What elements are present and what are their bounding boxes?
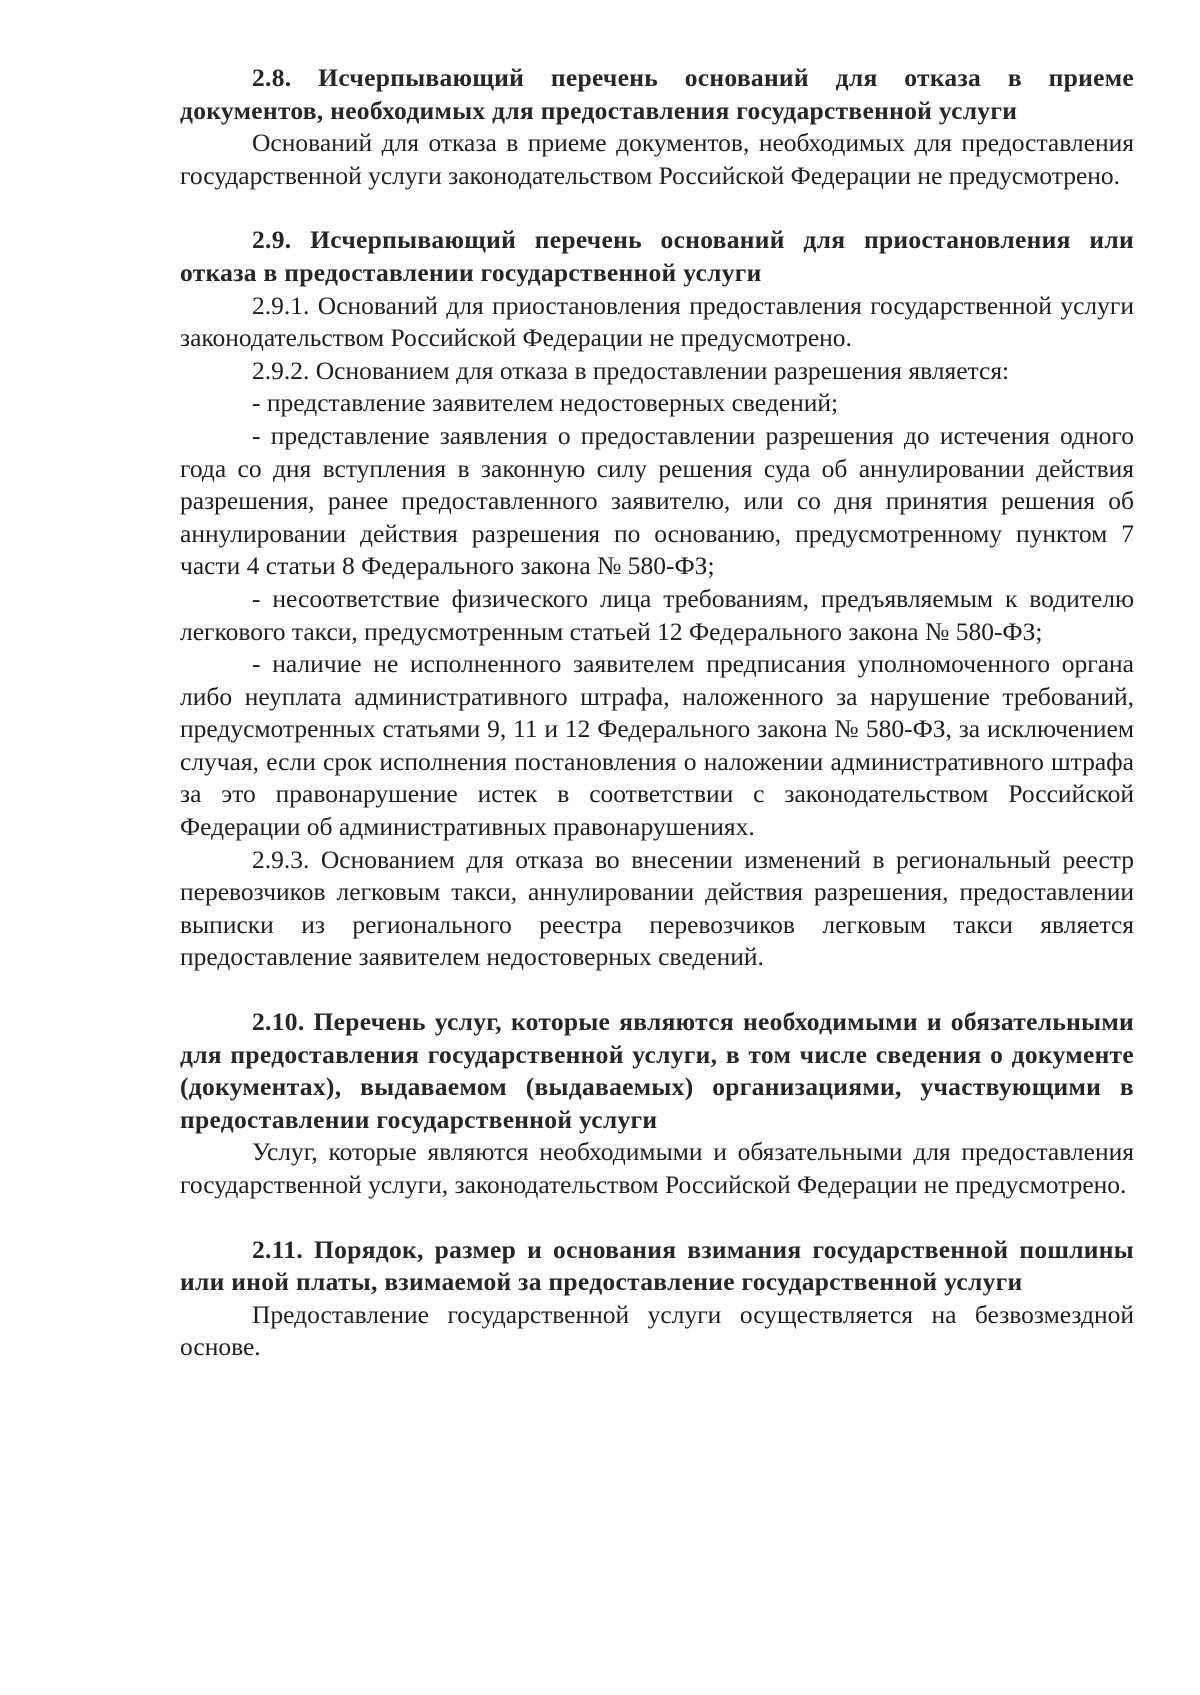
paragraph: Предоставление государственной услуги осуществляется на безвозмездной основе. [180,1299,1134,1362]
section-heading: 2.8. Исчерпывающий перечень оснований для отказа в приеме документов, необходимых для предоставления государственной услуги [180,63,1134,125]
section-gap [180,1202,1134,1234]
section-gap [180,192,1134,224]
section-heading: 2.9. Исчерпывающий перечень оснований для приостановления или отказа в предоставлении государственной услуги [180,225,1134,287]
document-body [180,62,1134,1364]
paragraph: 2.9.1. Оснований для приостановления предоставления государственной услуги законодательством Российской Федерации не предусмотрено. [180,290,1134,353]
section-2-11 [180,1234,1134,1364]
section-2-9 [180,224,1134,974]
paragraph: 2.9.2. Основанием для отказа в предоставлении разрешения является: [252,355,1010,385]
paragraph: 2.9.3. Основанием для отказа во внесении изменений в региональный реестр перевозчиков легковым такси, аннулировании действия разрешения, предоставлении выписки из регионального реестра перевозчиков легковым такси является предоставление заявителем недостоверных сведений. [180,844,1134,972]
list-item: - представление заявления о предоставлении разрешения до истечения одного года со дня вступления в законную силу решения суда об аннулировании действия разрешения, ранее предоставленного заявителю, или со дня принятия решения об аннулировании действия разрешения по основанию, предусмотренному пунктом 7 части 4 статьи 8 Федерального закона № 580-ФЗ; [180,420,1134,581]
list-item: - несоответствие физического лица требованиям, предъявляемым к водителю легкового такси, предусмотренным статьей 12 Федерального закона № 580-ФЗ; [180,583,1134,646]
section-heading: 2.11. Порядок, размер и основания взимания государственной пошлины или иной платы, взимаемой за предоставление государственной услуги [180,1234,1134,1297]
paragraph: Услуг, которые являются необходимыми и обязательными для предоставления государственной услуги, законодательством Российской Федерации не предусмотрено. [180,1137,1134,1199]
paragraph: Оснований для отказа в приеме документов, необходимых для предоставления государственной услуги законодательством Российской Федерации не предусмотрено. [180,128,1134,190]
list-item: - наличие не исполненного заявителем предписания уполномоченного органа либо неуплата административного штрафа, наложенного за нарушение требований, предусмотренных статьями 9, 11 и 12 Федерального закона № 580-ФЗ, за исключением случая, если срок исполнения постановления о наложении административного штрафа за это правонарушение истек в соответствии с законодательством Российской Федерации об административных правонарушениях. [180,649,1134,842]
section-heading: 2.10. Перечень услуг, которые являются необходимыми и обязательными для предоставления государственной услуги, в том числе сведения о документе (документах), выдаваемом (выдаваемых) организациями, участвующими в предоставлении государственной услуги [180,1007,1134,1134]
section-2-8 [180,62,1134,192]
list-item: - представление заявителем недостоверных сведений; [252,388,839,418]
section-gap [180,974,1134,1006]
section-2-10 [180,1006,1134,1202]
